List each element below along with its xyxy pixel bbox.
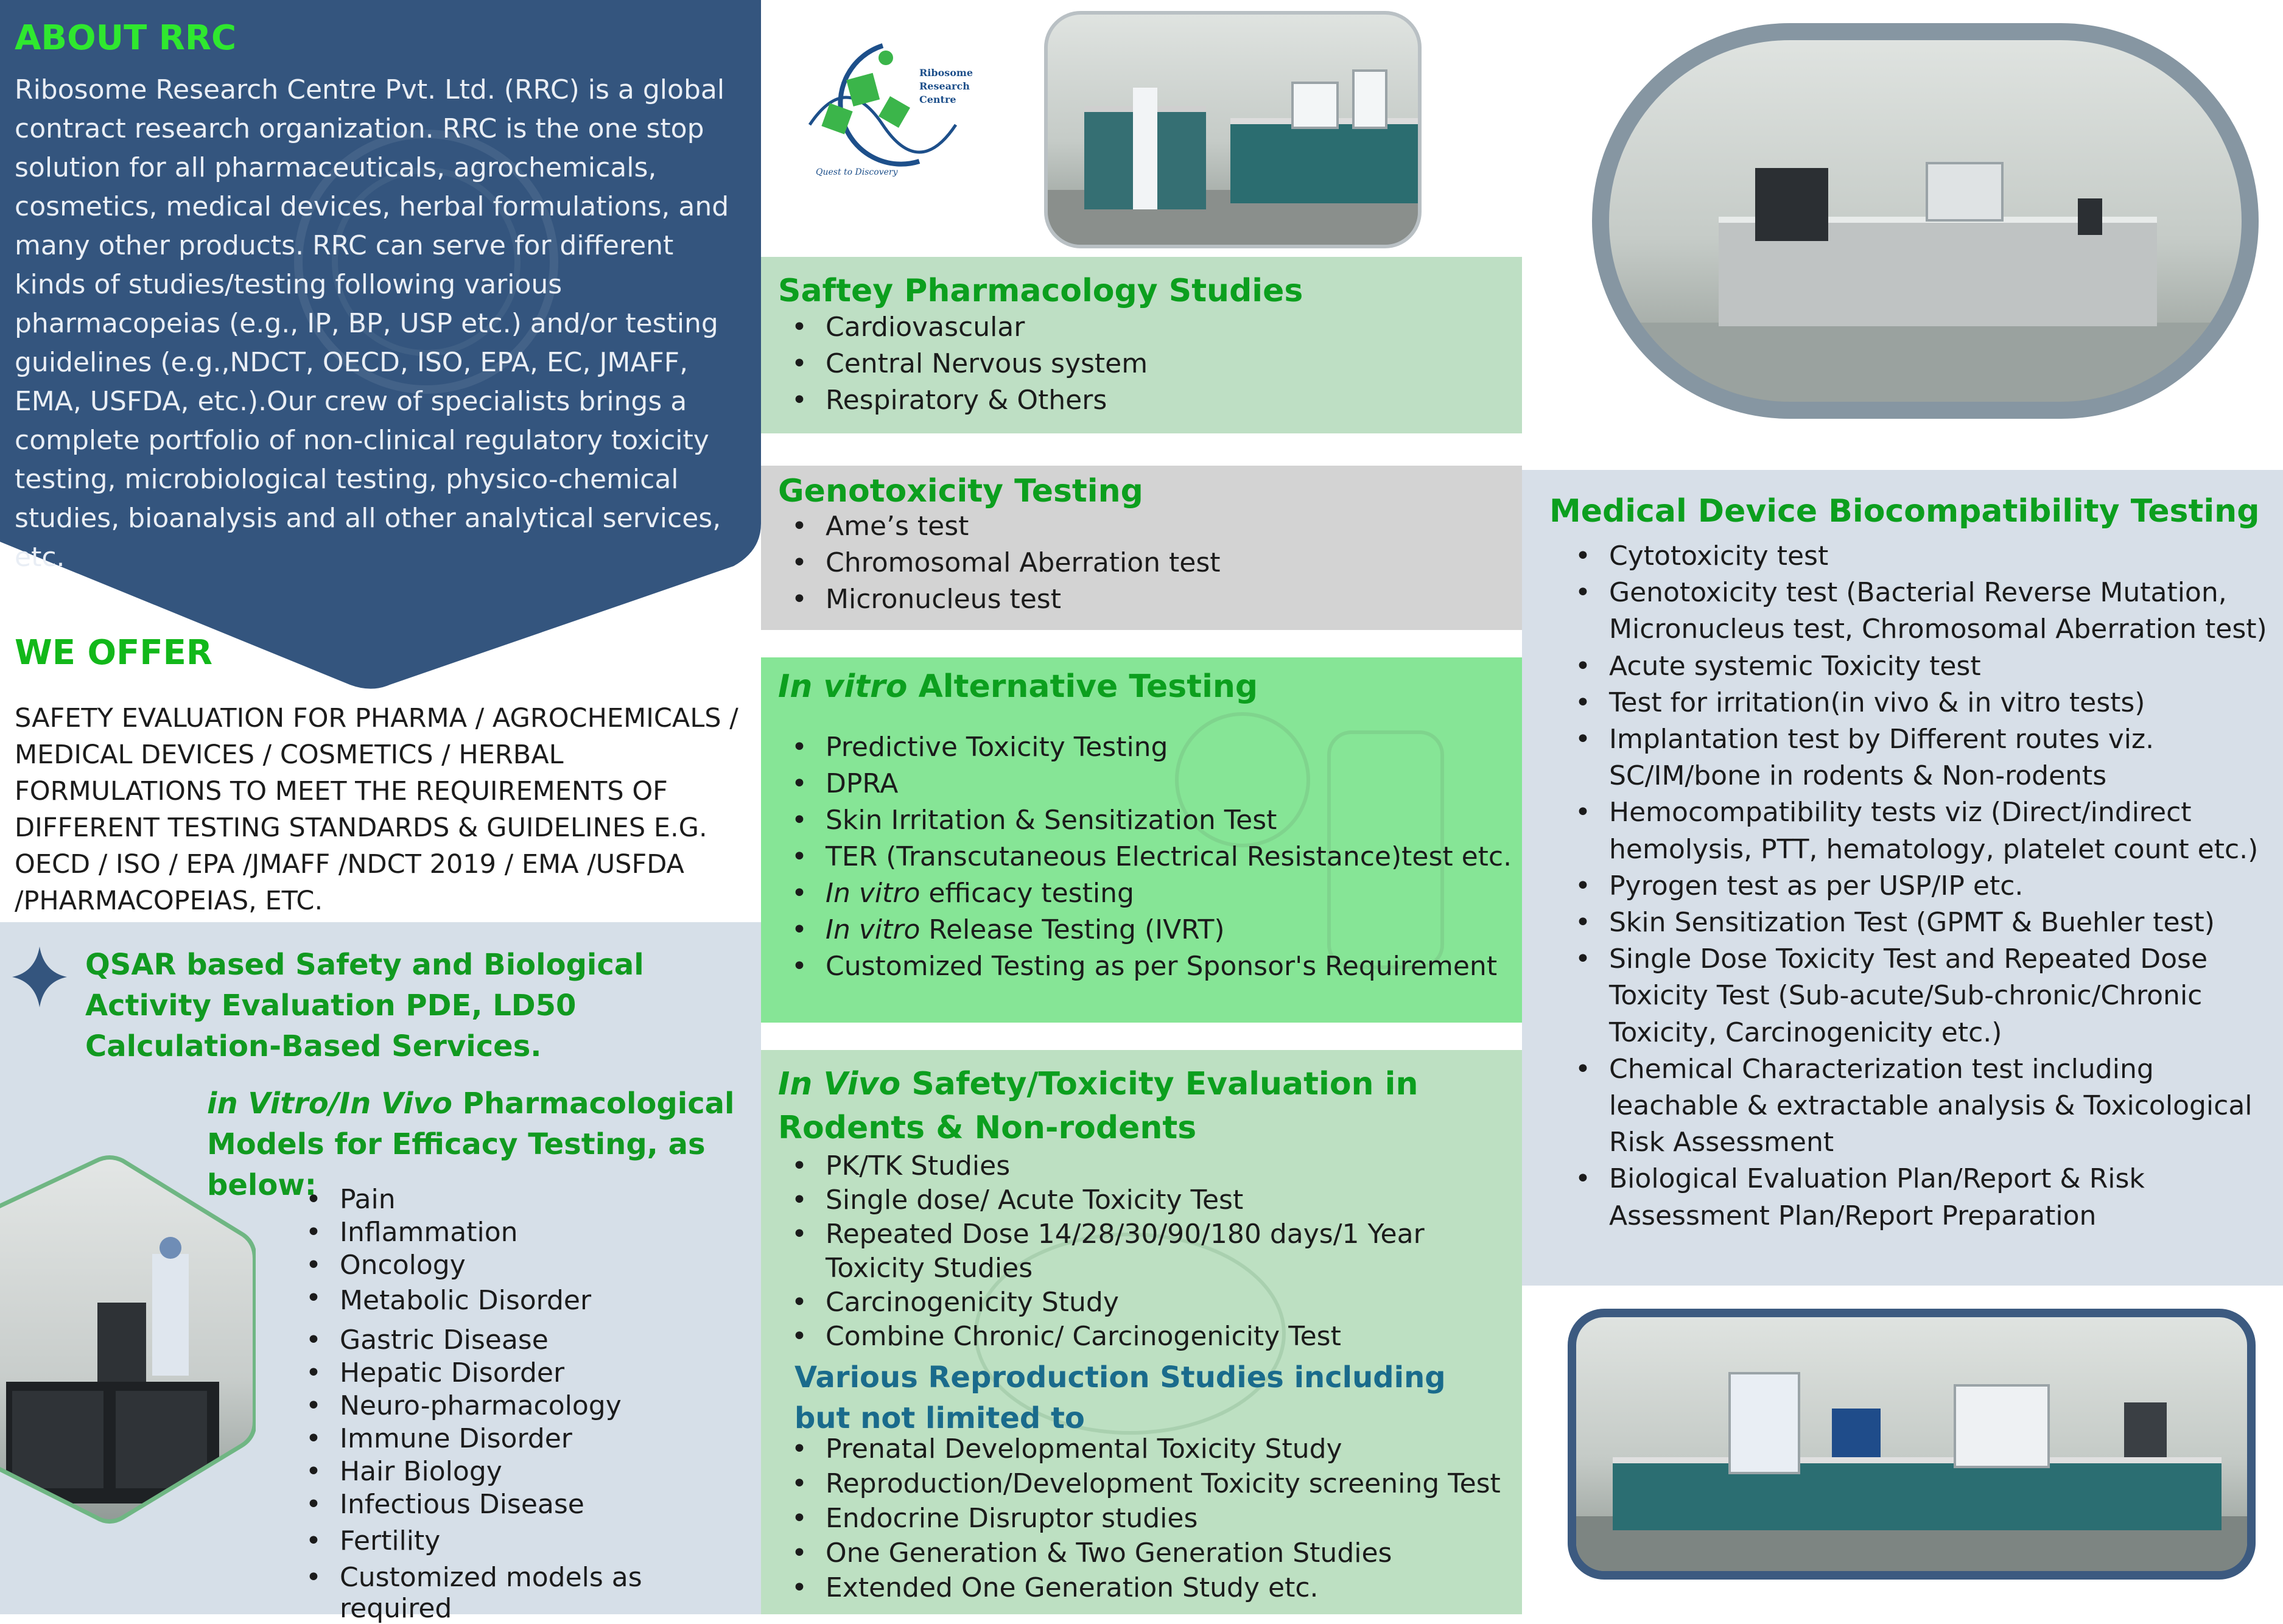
list-item: • Implantation test by Different routes viz. SC/IM/bone in rodents & Non-rodents	[1562, 721, 2274, 794]
list-item: • PK/TK Studies	[778, 1149, 1527, 1183]
in-vivo-title-rest: Safety/Toxicity Evaluation in Rodents & Non-rodents	[778, 1066, 1419, 1146]
list-item: • Oncology	[292, 1250, 755, 1283]
list-item: • Micronucleus test	[778, 584, 1221, 620]
list-item: • Acute systemic Toxicity test	[1562, 648, 2274, 685]
list-item: • Cytotoxicity test	[1562, 538, 2274, 575]
list-item: • Fertility	[292, 1525, 755, 1562]
list-item: • Carcinogenicity Study	[778, 1286, 1527, 1320]
list-item: • Infectious Disease	[292, 1489, 755, 1525]
pharmacological-models-list	[292, 1184, 755, 1624]
list-item: • Prenatal Developmental Toxicity Study	[778, 1433, 1501, 1468]
list-item: • Predictive Toxicity Testing	[778, 732, 1512, 768]
list-item: • Biological Evaluation Plan/Report & Risk Assessment Plan/Report Preparation	[1562, 1161, 2274, 1234]
medical-device-list	[1562, 538, 2274, 1234]
lab-room-photo-oval	[1592, 23, 2259, 419]
in-vivo-panel	[761, 1050, 1522, 1614]
item-italic: In vitro	[826, 914, 921, 945]
item-italic: In vitro	[826, 878, 921, 909]
models-heading-italic: in Vitro/In Vivo	[207, 1087, 452, 1121]
list-item: • Endocrine Disruptor studies	[778, 1503, 1501, 1538]
list-item: • Single dose/ Acute Toxicity Test	[778, 1183, 1527, 1217]
safety-pharmacology-panel	[761, 257, 1522, 433]
list-item: • Hair Biology	[292, 1456, 755, 1489]
list-item: • Combine Chronic/ Carcinogenicity Test	[778, 1320, 1527, 1354]
in-vitro-title	[778, 668, 1258, 705]
list-item: • Respiratory & Others	[778, 385, 1148, 421]
list-item: • Neuro-pharmacology	[292, 1390, 755, 1423]
list-item: • Gastric Disease	[292, 1325, 755, 1357]
list-item: • Skin Sensitization Test (GPMT & Buehler test)	[1562, 905, 2274, 941]
logo-tagline: Quest to Discovery	[816, 167, 898, 177]
genotoxicity-list	[778, 511, 1221, 620]
list-item: • Pyrogen test as per USP/IP etc.	[1562, 868, 2274, 905]
list-item: • Hemocompatibility tests viz (Direct/indirect hemolysis, PTT, hematology, platelet count etc.)	[1562, 794, 2274, 867]
medical-device-panel	[1522, 470, 2283, 1286]
list-item: • Extended One Generation Study etc.	[778, 1572, 1501, 1607]
list-item: • Chromosomal Aberration test	[778, 547, 1221, 584]
lab-room-photo-hexagon	[0, 1150, 256, 1528]
list-item: • TER (Transcutaneous Electrical Resistance)test etc.	[778, 841, 1512, 878]
logo-line1: Ribosome	[919, 67, 973, 79]
about-description: Ribosome Research Centre Pvt. Ltd. (RRC) is a global contract research organization. RRC is the one stop solution for all pharmaceuticals, agrochemicals, cosmetics, medical devices, herbal formulations, and many other products. RRC can serve for different kinds of studies/testing following various pharmacopeias (e.g., IP, BP, USP etc.) and/or testing guidelines (e.g.,NDCT, OECD, ISO, EPA, EC, JMAFF, EMA, USFDA, etc.).Our crew of specialists brings a complete portfolio of non-clinical regulatory toxicity testing, microbiological testing, physico-chemical studies, bioanalysis and all other analytical services, etc.	[15, 74, 729, 573]
models-heading-rest: Pharmacological Models for Efficacy Testing, as below:	[207, 1087, 735, 1202]
we-offer-title: WE OFFER	[15, 633, 213, 673]
in-vitro-title-italic: In vitro	[778, 668, 908, 705]
in-vivo-title-italic: In Vivo	[778, 1066, 901, 1102]
list-item: • Single Dose Toxicity Test and Repeated Dose Toxicity Test (Sub-acute/Sub-chronic/Chronic Toxicity, Carcinogenicity etc.)	[1562, 941, 2274, 1051]
list-item: • Skin Irritation & Sensitization Test	[778, 805, 1512, 841]
list-item: • Cardiovascular	[778, 312, 1148, 348]
logo-line2: Research	[919, 80, 970, 92]
ribosome-logo	[791, 33, 974, 180]
item-rest: efficacy testing	[920, 878, 1134, 909]
list-item: • Inflammation	[292, 1217, 755, 1250]
we-offer-description: SAFETY EVALUATION FOR PHARMA / AGROCHEMICALS / MEDICAL DEVICES / COSMETICS / HERBAL FORMULATIONS TO MEET THE REQUIREMENTS OF DIFFERENT TESTING STANDARDS & GUIDELINES E.G. OECD / ISO / EPA /JMAFF /NDCT 2019 / EMA /USFDA /PHARMACOPEIAS, ETC.	[15, 703, 738, 916]
list-item: • DPRA	[778, 768, 1512, 805]
list-item: • Central Nervous system	[778, 348, 1148, 385]
in-vitro-panel	[761, 657, 1522, 1023]
logo-line3: Centre	[919, 94, 956, 105]
list-item	[778, 878, 1512, 914]
list-item: • Genotoxicity test (Bacterial Reverse Mutation, Micronucleus test, Chromosomal Aberration test)	[1562, 575, 2274, 648]
medical-device-title: Medical Device Biocompatibility Testing	[1549, 493, 2260, 530]
list-item: • One Generation & Two Generation Studies	[778, 1538, 1501, 1572]
list-item: • Pain	[292, 1184, 755, 1217]
in-vivo-title	[778, 1062, 1533, 1150]
list-item: • Customized models as required	[292, 1562, 755, 1595]
genotoxicity-panel	[761, 466, 1522, 630]
genotoxicity-title: Genotoxicity Testing	[778, 473, 1143, 509]
lab-bench-photo	[1044, 11, 1422, 248]
list-item: • Hepatic Disorder	[292, 1357, 755, 1390]
four-point-star-icon	[12, 947, 67, 1007]
in-vitro-list	[778, 732, 1512, 987]
safety-pharmacology-title: Saftey Pharmacology Studies	[778, 273, 1303, 309]
list-item: • Ame’s test	[778, 511, 1221, 547]
list-item: • Repeated Dose 14/28/30/90/180 days/1 Year Toxicity Studies	[778, 1217, 1527, 1286]
in-vivo-list	[778, 1149, 1527, 1354]
list-item: • Immune Disorder	[292, 1423, 755, 1456]
list-item: • Metabolic Disorder	[292, 1283, 755, 1325]
in-vitro-title-rest: Alternative Testing	[907, 668, 1258, 705]
analytical-lab-photo	[1568, 1309, 2256, 1580]
list-item: • Test for irritation(in vivo & in vitro tests)	[1562, 685, 2274, 721]
list-item: • Customized Testing as per Sponsor's Requirement	[778, 951, 1512, 987]
list-item: • Reproduction/Development Toxicity screening Test	[778, 1468, 1501, 1503]
about-title: ABOUT RRC	[15, 18, 237, 58]
reproduction-studies-list	[778, 1433, 1501, 1607]
reproduction-studies-heading: Various Reproduction Studies including but not limited to	[794, 1360, 1446, 1435]
list-item: • Chemical Characterization test including leachable & extractable analysis & Toxicological Risk Assessment	[1562, 1051, 2274, 1161]
list-item	[778, 914, 1512, 951]
qsar-heading: QSAR based Safety and Biological Activity Evaluation PDE, LD50 Calculation-Based Services.	[85, 948, 644, 1063]
item-rest: Release Testing (IVRT)	[920, 914, 1225, 945]
safety-pharmacology-list	[778, 312, 1148, 421]
